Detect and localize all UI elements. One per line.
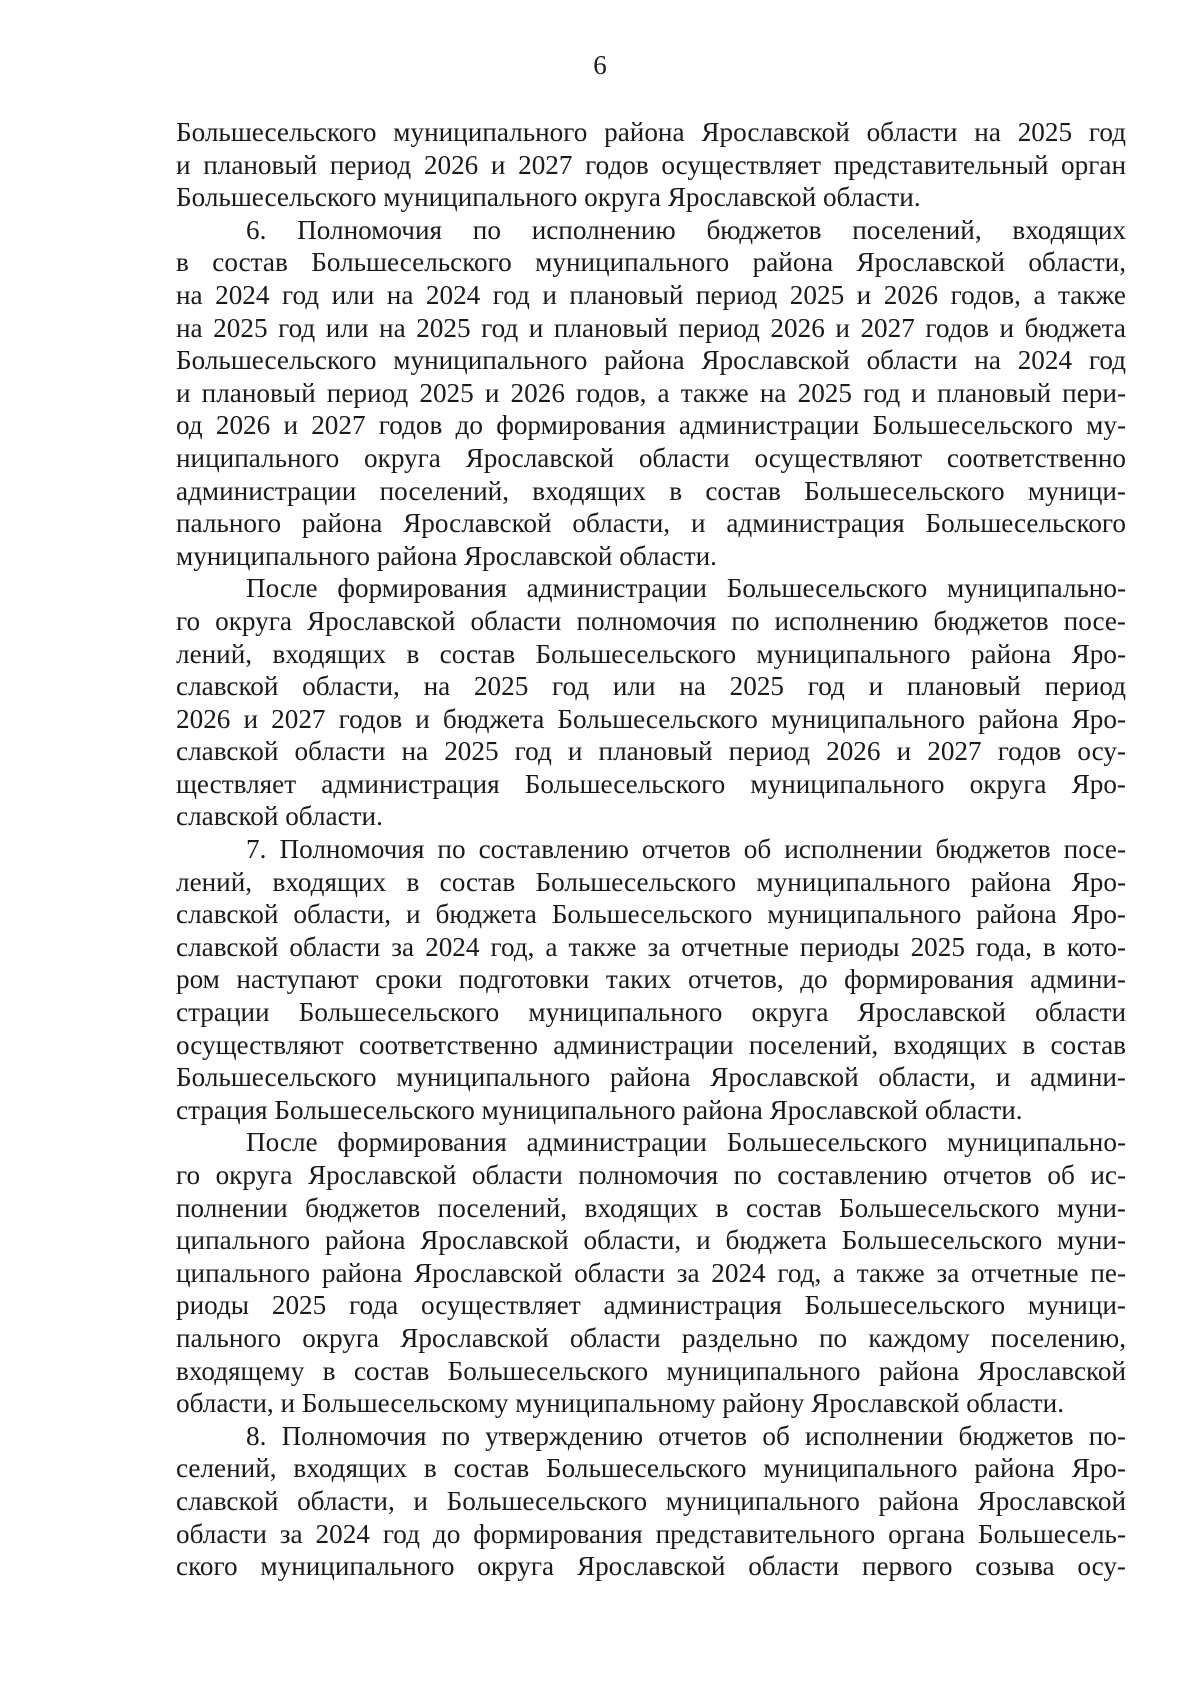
text-line: го округа Ярославской области полномочия по составлению отчетов об ис- xyxy=(176,1160,1126,1190)
paragraph-item-7 xyxy=(176,833,1126,1126)
paragraph-continuation xyxy=(176,116,1126,214)
text-line: славской области, и Большесельского муниципального района Ярославской xyxy=(176,1485,1126,1516)
text-line: После формирования администрации Большесельского муниципально- xyxy=(246,1127,1126,1158)
text-line: 8. Полномочия по утверждению отчетов об исполнении бюджетов по- xyxy=(246,1420,1126,1451)
text-line: в состав Большесельского муниципального района Ярославской области, xyxy=(176,247,1126,278)
text-line: на 2025 год или на 2025 год и плановый период 2026 и 2027 годов и бюджета xyxy=(176,312,1126,343)
paragraph-item-6-after xyxy=(176,572,1126,833)
text-line: селений, входящих в состав Большесельского муниципального района Яро- xyxy=(176,1453,1126,1484)
text-line: ципального района Ярославской области за 2024 год, а также за отчетные пе- xyxy=(176,1257,1126,1288)
paragraph-item-8 xyxy=(176,1420,1126,1583)
text-line: лений, входящих в состав Большесельского муниципального района Яро- xyxy=(176,638,1126,669)
text-line: ниципального округа Ярославской области осуществляют соответственно xyxy=(176,442,1126,473)
text-line: и плановый период 2026 и 2027 годов осуществляет представительный орган xyxy=(176,149,1126,180)
text-line: ром наступают сроки подготовки таких отчетов, до формирования админи- xyxy=(176,964,1126,995)
text-line: Большесельского муниципального района Ярославской области на 2024 год xyxy=(176,345,1126,376)
text-line: Большесельского муниципального района Ярославской области, и админи- xyxy=(176,1062,1126,1093)
text-line: славской области, на 2025 год или на 2025 год и плановый период xyxy=(176,671,1126,702)
text-line: ского муниципального округа Ярославской области первого созыва осу- xyxy=(176,1551,1126,1582)
text-line: 2026 и 2027 годов и бюджета Большесельского муниципального района Яро- xyxy=(176,703,1126,734)
text-line: Большесельского муниципального округа Ярославской области. xyxy=(176,182,921,213)
text-line: риоды 2025 года осуществляет администрация Большесельского муници- xyxy=(176,1290,1126,1321)
text-line: славской области на 2025 год и плановый период 2026 и 2027 годов осу- xyxy=(176,736,1126,767)
text-line: 7. Полномочия по составлению отчетов об исполнении бюджетов посе- xyxy=(246,834,1126,865)
text-line: администрации поселений, входящих в состав Большесельского муници- xyxy=(176,475,1126,506)
text-line: осуществляют соответственно администрации поселений, входящих в состав xyxy=(176,1029,1126,1060)
text-line: страции Большесельского муниципального округа Ярославской области xyxy=(176,997,1126,1028)
text-line: области за 2024 год до формирования представительного органа Большесель- xyxy=(176,1518,1126,1549)
text-line: пального района Ярославской области, и администрация Большесельского xyxy=(176,508,1126,539)
text-line: славской области. xyxy=(176,801,383,832)
text-line: страция Большесельского муниципального района Ярославской области. xyxy=(176,1094,1023,1125)
text-line: славской области за 2024 год, а также за отчетные периоды 2025 года, в кото- xyxy=(176,931,1126,962)
text-line: од 2026 и 2027 годов до формирования администрации Большесельского му- xyxy=(176,410,1126,441)
text-line: муниципального района Ярославской области. xyxy=(176,540,717,571)
text-line: славской области, и бюджета Большесельского муниципального района Яро- xyxy=(176,899,1126,930)
text-line: пального округа Ярославской области раздельно по каждому поселению, xyxy=(176,1322,1126,1353)
text-line: После формирования администрации Большесельского муниципально- xyxy=(246,573,1126,604)
page-number: 6 xyxy=(593,50,607,80)
text-line: Большесельского муниципального района Ярославской области на 2025 год xyxy=(176,117,1126,147)
text-line: на 2024 год или на 2024 год и плановый период 2025 и 2026 годов, а также xyxy=(176,279,1126,310)
text-line: 6. Полномочия по исполнению бюджетов поселений, входящих xyxy=(246,214,1126,245)
text-line: и плановый период 2025 и 2026 годов, а также на 2025 год и плановый пери- xyxy=(176,377,1126,408)
paragraph-item-7-after xyxy=(176,1126,1126,1419)
text-line: входящему в состав Большесельского муниципального района Ярославской xyxy=(176,1355,1126,1386)
paragraph-item-6 xyxy=(176,214,1126,573)
text-line: ществляет администрация Большесельского муниципального округа Яро- xyxy=(176,768,1126,799)
text-line: области, и Большесельскому муниципальному району Ярославской области. xyxy=(176,1388,1064,1419)
text-line: лений, входящих в состав Большесельского муниципального района Яро- xyxy=(176,866,1126,897)
document-body xyxy=(176,116,1126,1583)
text-line: го округа Ярославской области полномочия по исполнению бюджетов посе- xyxy=(176,605,1126,636)
text-line: полнении бюджетов поселений, входящих в состав Большесельского муни- xyxy=(176,1192,1126,1223)
text-line: ципального района Ярославской области, и бюджета Большесельского муни- xyxy=(176,1225,1126,1256)
